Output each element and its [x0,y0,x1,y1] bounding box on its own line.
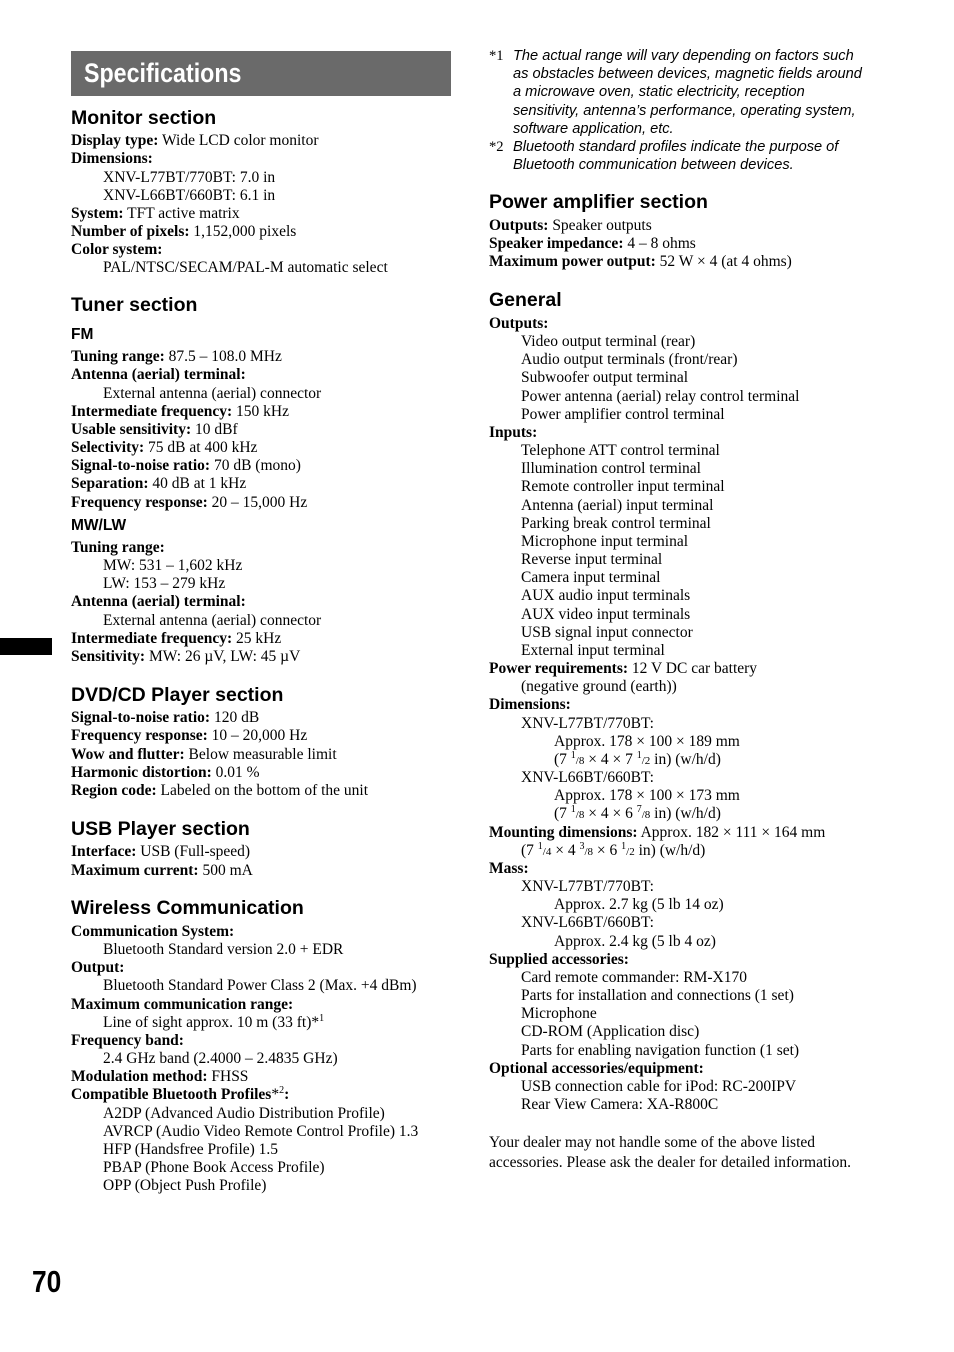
dealer-note: Your dealer may not handle some of the above listed accessories. Please ask the dealer for detailed information. [489,1134,851,1171]
spec-fm-freq: Frequency response: 20 – 15,000 Hz [71,494,308,511]
spec-am-if: Intermediate frequency: 25 kHz [71,630,282,647]
spec-input-9: AUX audio input terminals [521,587,691,604]
section-tab-marker [0,638,52,655]
spec-am-mw: MW: 531 – 1,602 kHz [103,557,243,574]
spec-mass-model-66: XNV-L66BT/660BT: [521,914,654,931]
spec-supplied-5: Parts for enabling navigation function (1 set) [521,1042,800,1059]
spec-display-type: Display type: Wide LCD color monitor [71,132,319,149]
spec-input-5: Parking break control terminal [521,515,711,532]
wireless-heading: Wireless Communication [71,897,304,919]
spec-dim-model-66: XNV-L66BT/660BT: [521,769,654,786]
spec-mounting: Mounting dimensions: Approx. 182 × 111 × 164 mm [489,824,826,841]
spec-mass-77: Approx. 2.7 kg (5 lb 14 oz) [554,896,724,913]
spec-bt-band-label: Frequency band: [71,1032,184,1049]
spec-dvd-wow: Wow and flutter: Below measurable limit [71,746,337,763]
spec-supplied-2: Parts for installation and connections (1 set) [521,987,794,1004]
spec-optional-label: Optional accessories/equipment: [489,1060,704,1077]
spec-bt-prof-1: A2DP (Advanced Audio Distribution Profile) [103,1105,385,1122]
fm-subheading: FM [71,326,94,343]
spec-am-ant-label: Antenna (aerial) terminal: [71,593,246,610]
spec-bt-prof-5: OPP (Object Push Profile) [103,1177,267,1194]
spec-bt-prof-label: Compatible Bluetooth Profiles*$^2$: [71,1084,290,1103]
spec-am-sens: Sensitivity: MW: 26 µV, LW: 45 µV [71,648,301,665]
spec-bt-range: Line of sight approx. 10 m (33 ft)*$^1$ [103,1012,325,1031]
spec-pixels: Number of pixels: 1,152,000 pixels [71,223,297,240]
spec-usb-cur: Maximum current: 500 mA [71,862,253,879]
spec-mass-model-77: XNV-L77BT/770BT: [521,878,654,895]
spec-fm-ant-label: Antenna (aerial) terminal: [71,366,246,383]
spec-supplied-4: CD-ROM (Application disc) [521,1023,700,1040]
spec-usb-iface: Interface: USB (Full-speed) [71,843,251,860]
spec-mass-66: Approx. 2.4 kg (5 lb 4 oz) [554,933,716,950]
tuner-heading: Tuner section [71,294,198,316]
spec-input-7: Reverse input terminal [521,551,663,568]
spec-fm-range: Tuning range: 87.5 – 108.0 MHz [71,348,282,365]
spec-output-5: Power amplifier control terminal [521,406,725,423]
spec-bt-prof-4: PBAP (Phone Book Access Profile) [103,1159,325,1176]
spec-bt-prof-2: AVRCP (Audio Video Remote Control Profile) 1.3 [103,1123,419,1140]
spec-supplied-3: Microphone [521,1005,597,1022]
spec-am-range-label: Tuning range: [71,539,165,556]
footnote-2: *2 Bluetooth standard profiles indicate the purpose of Bluetooth communication between devices. [489,139,839,174]
spec-power-2: (negative ground (earth)) [521,678,677,695]
page-number: 70 [32,1264,62,1299]
spec-input-1: Telephone ATT control terminal [521,442,720,459]
footnote-1: *1 The actual range will vary depending on factors such as obstacles between devices, magnetic fields around a microwave oven, static electricity, reception sensitivity, antenna’s performance, operating system, software application, etc. [489,48,862,137]
spec-bt-mod: Modulation method: FHSS [71,1068,249,1085]
spec-fm-snr: Signal-to-noise ratio: 70 dB (mono) [71,457,301,474]
spec-dims-label: Dimensions: [489,696,571,713]
spec-bt-sys-label: Communication System: [71,923,235,940]
spec-inputs-label: Inputs: [489,424,538,441]
spec-bt-prof-3: HFP (Handsfree Profile) 1.5 [103,1141,279,1158]
spec-bt-out-label: Output: [71,959,125,976]
spec-output-2: Audio output terminals (front/rear) [521,351,738,368]
spec-supplied-1: Card remote commander: RM-X170 [521,969,747,986]
spec-input-6: Microphone input terminal [521,533,689,550]
spec-dvd-hd: Harmonic distortion: 0.01 % [71,764,260,781]
spec-output-3: Subwoofer output terminal [521,369,689,386]
mwlw-subheading: MW/LW [71,517,127,534]
spec-dim-77-mm: Approx. 178 × 100 × 189 mm [554,733,740,750]
spec-amp-max: Maximum power output: 52 W × 4 (at 4 ohms) [489,253,792,270]
spec-dimensions-label: Dimensions: [71,150,153,167]
spec-input-11: USB signal input connector [521,624,693,641]
spec-color-label: Color system: [71,241,163,258]
spec-outputs-label: Outputs: [489,315,549,332]
general-heading: General [489,289,562,311]
usb-heading: USB Player section [71,818,250,840]
spec-power: Power requirements: 12 V DC car battery [489,660,758,677]
page-title-banner [71,51,451,96]
spec-amp-imp: Speaker impedance: 4 – 8 ohms [489,235,696,252]
spec-mass-label: Mass: [489,860,529,877]
spec-fm-sel: Selectivity: 75 dB at 400 kHz [71,439,258,456]
spec-dim-66-mm: Approx. 178 × 100 × 173 mm [554,787,740,804]
spec-supplied-label: Supplied accessories: [489,951,629,968]
spec-bt-sys: Bluetooth Standard version 2.0 + EDR [103,941,344,958]
spec-fm-if: Intermediate frequency: 150 kHz [71,403,289,420]
spec-dim-77-in: (7 $^1$/8 × 4 × 7 $^1$/2 in) (w/h/d) [554,749,721,768]
spec-output-1: Video output terminal (rear) [521,333,696,350]
spec-am-lw: LW: 153 – 279 kHz [103,575,226,592]
spec-bt-band: 2.4 GHz band (2.4000 – 2.4835 GHz) [103,1050,338,1067]
spec-input-3: Remote controller input terminal [521,478,725,495]
amp-heading: Power amplifier section [489,191,708,213]
spec-system: System: TFT active matrix [71,205,240,222]
spec-dvd-region: Region code: Labeled on the bottom of the unit [71,782,369,799]
spec-input-12: External input terminal [521,642,665,659]
spec-input-8: Camera input terminal [521,569,661,586]
spec-output-4: Power antenna (aerial) relay control terminal [521,388,800,405]
spec-bt-out: Bluetooth Standard Power Class 2 (Max. +4 dBm) [103,977,417,994]
spec-optional-1: USB connection cable for iPod: RC-200IPV [521,1078,797,1095]
spec-bt-range-label: Maximum communication range: [71,996,294,1013]
monitor-heading: Monitor section [71,107,217,129]
spec-fm-sep: Separation: 40 dB at 1 kHz [71,475,247,492]
spec-input-2: Illumination control terminal [521,460,701,477]
spec-fm-ant: External antenna (aerial) connector [103,385,322,402]
spec-am-ant: External antenna (aerial) connector [103,612,322,629]
dvd-heading: DVD/CD Player section [71,684,284,706]
spec-input-4: Antenna (aerial) input terminal [521,497,714,514]
spec-fm-sens: Usable sensitivity: 10 dBf [71,421,238,438]
spec-mounting-in: (7 $^1$/4 × 4 $^3$/8 × 6 $^1$/2 in) (w/h/d) [521,840,706,859]
spec-input-10: AUX video input terminals [521,606,691,623]
spec-dim-77: XNV-L77BT/770BT: 7.0 in [103,169,276,186]
spec-dim-model-77: XNV-L77BT/770BT: [521,715,654,732]
spec-amp-out: Outputs: Speaker outputs [489,217,652,234]
spec-dim-66-in: (7 $^1$/8 × 4 × 6 $^7$/8 in) (w/h/d) [554,803,721,822]
spec-dvd-freq: Frequency response: 10 – 20,000 Hz [71,727,308,744]
spec-optional-2: Rear View Camera: XA-R800C [521,1096,719,1113]
page-title: Specifications [84,58,242,88]
spec-dvd-snr: Signal-to-noise ratio: 120 dB [71,709,260,726]
spec-color: PAL/NTSC/SECAM/PAL-M automatic select [103,259,388,276]
spec-dim-66: XNV-L66BT/660BT: 6.1 in [103,187,276,204]
